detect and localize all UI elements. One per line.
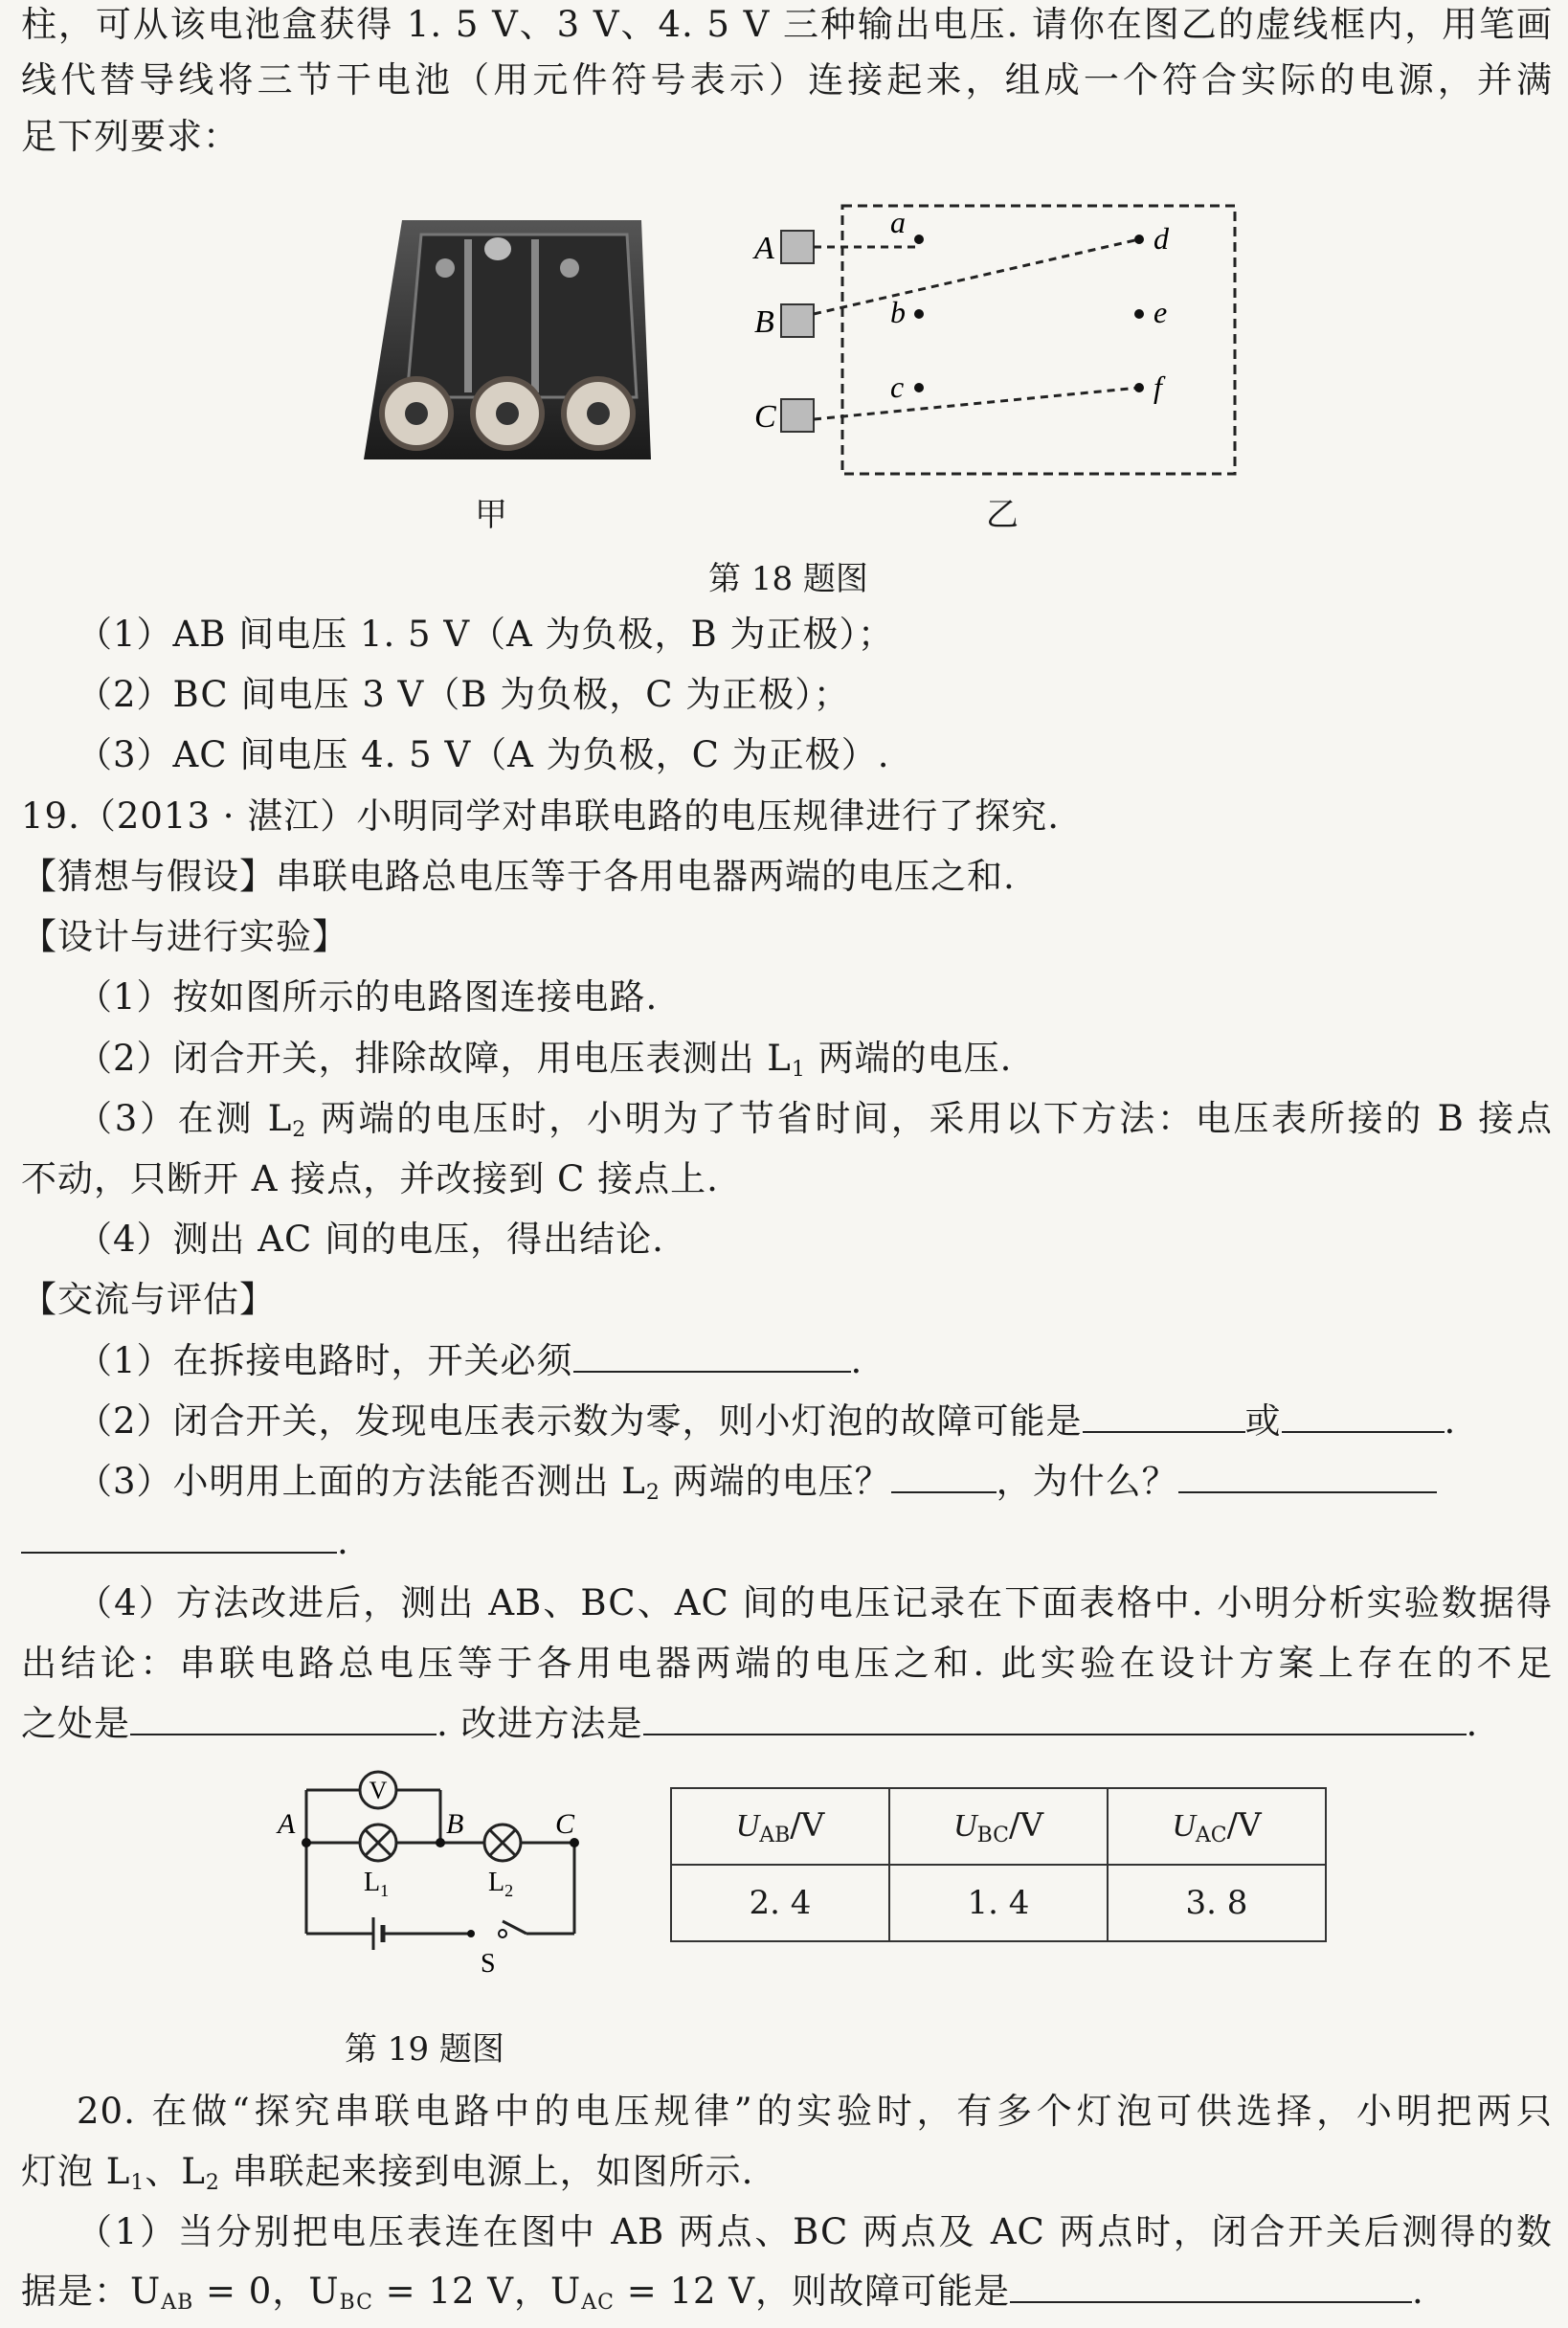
figure-label-jia: 甲 <box>475 496 507 534</box>
q19-step-3-cont: 不动，只断开 A 接点，并改接到 C 接点上. <box>21 1158 719 1199</box>
point-a-label: a <box>890 205 906 239</box>
terminal-a-label: A <box>754 231 774 266</box>
table-row <box>671 1865 1326 1941</box>
q19-eval-1: （1）在拆接电路时，开关必须 . <box>77 1336 862 1386</box>
q19-eval-4-line-3: 之处是 . 改进方法是 . <box>21 1699 1478 1749</box>
q20-line-1: 20. 在做“探究串联电路中的电压规律”的实验时，有多个灯泡可供选择，小明把两只 <box>77 2091 1553 2132</box>
table-cell-uac: 3. 8 <box>1108 1865 1326 1941</box>
q19-step-2: （2）闭合开关，排除故障，用电压表测出 $L_1$ 两端的电压. <box>77 1038 1013 1082</box>
q19-eval-header: 【交流与评估】 <box>21 1279 276 1320</box>
answer-blank[interactable] <box>1010 2267 1412 2303</box>
table-header-row <box>671 1788 1326 1865</box>
table-header-uab: $U_{AB}/V$ <box>671 1788 889 1865</box>
terminal-b <box>781 304 814 337</box>
figure-yi-diagram <box>747 196 1244 483</box>
q18-req-1: （1）AB 间电压 1. 5 V（A 为负极，B 为正极）； <box>77 614 894 655</box>
q19-step-1: （1）按如图所示的电路图连接电路. <box>77 976 659 1018</box>
table-cell-uab: 2. 4 <box>671 1865 889 1941</box>
answer-blank[interactable] <box>891 1457 997 1493</box>
figure-18-caption: 第 18 题图 <box>708 560 868 598</box>
q20-line-4: 据是：$U_{AB} = 0$，$U_{BC} = 12$ V，$U_{AC} = 12$ V，则故障可能是 . <box>21 2267 1424 2328</box>
answer-blank[interactable] <box>130 1699 437 1735</box>
figure-label-yi: 乙 <box>986 496 1019 534</box>
figure-19-caption: 第 19 题图 <box>345 2030 504 2069</box>
q19-eval-4-line-2: 出结论：串联电路总电压等于各用电器两端的电压之和. 此实验在设计方案上存在的不足 <box>21 1643 1553 1684</box>
terminal-b-label: B <box>754 304 774 340</box>
q19-circuit-diagram <box>268 1766 613 1977</box>
point-e-label: e <box>1154 295 1168 329</box>
answer-blank[interactable] <box>1178 1457 1437 1493</box>
circuit-lamp-1-label: $L_1$ <box>364 1868 390 1900</box>
q19-design-header: 【设计与进行实验】 <box>21 916 348 957</box>
q19-voltage-table <box>670 1787 1327 1942</box>
terminal-a <box>781 231 814 263</box>
point-b-label: b <box>890 295 906 329</box>
answer-blank[interactable] <box>21 1517 337 1554</box>
point-d-label: d <box>1154 221 1169 256</box>
circuit-label-a: A <box>278 1808 296 1840</box>
circuit-lamp-2-label: $L_2$ <box>488 1868 514 1900</box>
intro-line-3: 足下列要求： <box>21 116 239 157</box>
table-header-uac: $U_{AC}/V$ <box>1108 1788 1326 1865</box>
q19-title: 19.（2013 · 湛江）小明同学对串联电路的电压规律进行了探究. <box>21 795 1061 837</box>
battery-box-photo <box>364 201 651 474</box>
circuit-voltmeter-label: V <box>369 1777 388 1804</box>
point-f-label: f <box>1154 369 1162 404</box>
q19-eval-3: （3）小明用上面的方法能否测出 $L_2$ 两端的电压？ ，为什么？ <box>77 1457 1437 1518</box>
q20-line-3: （1）当分别把电压表连在图中 AB 两点、BC 两点及 AC 两点时，闭合开关后测得的数 <box>77 2211 1553 2252</box>
q19-eval-3-cont: . <box>21 1517 349 1567</box>
terminal-c-label: C <box>754 399 776 435</box>
table-cell-ubc: 1. 4 <box>889 1865 1108 1941</box>
circuit-switch-label: S <box>481 1949 496 1977</box>
table-header-ubc: $U_{BC}/V$ <box>889 1788 1108 1865</box>
q19-step-4: （4）测出 AC 间的电压，得出结论. <box>77 1219 664 1260</box>
circuit-label-c: C <box>555 1808 575 1840</box>
answer-blank[interactable] <box>1282 1397 1445 1433</box>
q19-eval-4-line-1: （4）方法改进后，测出 AB、BC、AC 间的电压记录在下面表格中. 小明分析实验数据得 <box>77 1582 1553 1623</box>
q19-eval-2: （2）闭合开关，发现电压表示数为零，则小灯泡的故障可能是 或 . <box>77 1397 1456 1446</box>
intro-line-1: 柱，可从该电池盒获得 1. 5 V、3 V、4. 5 V 三种输出电压. 请你在图乙的虚线框内，用笔画 <box>21 4 1553 45</box>
terminal-c <box>781 399 814 432</box>
q18-req-3: （3）AC 间电压 4. 5 V（A 为负极，C 为正极）. <box>77 734 890 775</box>
circuit-label-b: B <box>446 1808 464 1840</box>
answer-blank[interactable] <box>1083 1397 1245 1433</box>
q19-hypothesis: 【猜想与假设】串联电路总电压等于各用电器两端的电压之和. <box>21 856 1016 897</box>
point-c-label: c <box>890 369 905 404</box>
q19-step-3: （3）在测 $L_2$ 两端的电压时，小明为了节省时间，采用以下方法：电压表所接的 B 接点 <box>77 1098 1553 1142</box>
q20-line-2: 灯泡 $L_1$、$L_2$ 串联起来接到电源上，如图所示. <box>21 2151 754 2195</box>
answer-blank[interactable] <box>573 1336 851 1373</box>
answer-blank[interactable] <box>643 1699 1467 1735</box>
q18-req-2: （2）BC 间电压 3 V（B 为负极，C 为正极）； <box>77 674 850 715</box>
intro-line-2: 线代替导线将三节干电池（用元件符号表示）连接起来，组成一个符合实际的电源，并满 <box>21 59 1553 101</box>
